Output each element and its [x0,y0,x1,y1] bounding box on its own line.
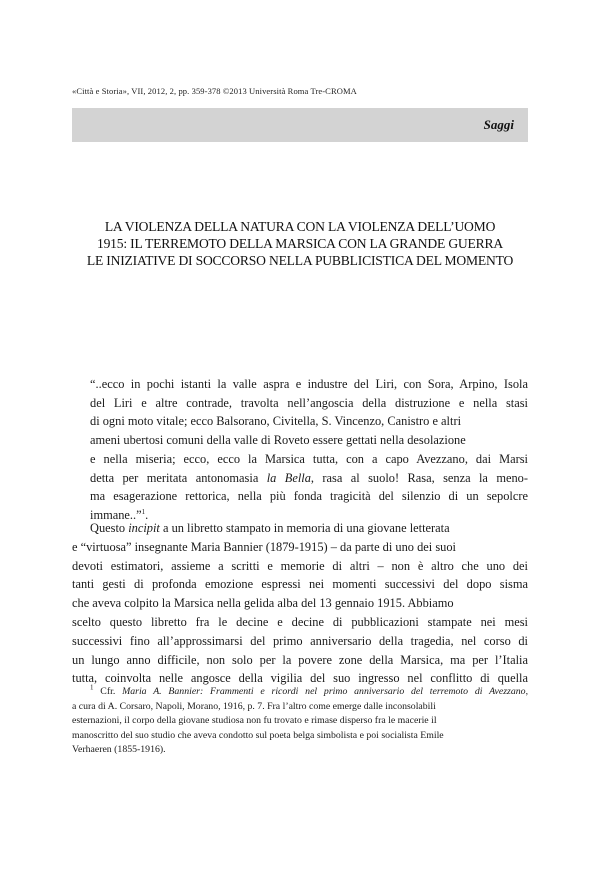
body-line-5: che aveva colpito la Marsica nella gelida alba del 13 gennaio 1915. Abbiamo [72,596,454,611]
footnote-line-1-end: , [525,686,529,697]
quote-line-8: immane..”$^1$. [90,507,149,522]
footnote-italic-title: Maria A. Bannier: Frammenti e ricordi nel primo anniversario del terremoto di Avezzano [122,686,526,697]
footnote-line-1-start: Cfr. [93,686,123,697]
quote-italic-la-bella: la Bella [266,470,311,485]
footnote-line-5: Verhaeren (1855-1916). [72,744,166,756]
body-line-6: scelto questo libretto fra le decine e decine di pubblicazioni stampate nei mesi [72,614,528,629]
body-italic-incipit: incipit [128,521,160,535]
footnote-line-1 [72,685,528,700]
footnote-line-4: manoscritto del suo studio che aveva condotto sul poeta belga simbolista e poi socialista Emile [72,729,444,741]
body-line-3: devoti estimatori, assieme a scritti e memorie di altri – non è altro che uno dei [72,558,528,573]
quote-line-6 [90,469,528,488]
footnote-line-2: a cura di A. Corsaro, Napoli, Morano, 1916, p. 7. Fra l’altro come emerge dalle inconsolabili [72,700,436,712]
body-line-9: tutta, coinvolta nelle angosce della vigilia del suo ingresso nel conflitto di quella [72,671,528,686]
body-line-1-end: a un libretto stampato in memoria di una giovane letterata [159,521,450,535]
body-line-7: successivi fino all’approssimarsi del primo anniversario della tragedia, nel corso di [72,633,528,648]
quote-line-7: ma esagerazione rettorica, nella più fonda tragicità del silenzio di un sepolcre [90,489,528,504]
quote-line-8-text: immane..” [90,507,142,522]
title-line-1: LA VIOLENZA DELLA NATURA CON LA VIOLENZA DELL’UOMO [104,219,496,234]
quote-line-6-end: , rasa al suolo! Rasa, senza la meno- [310,470,528,485]
quote-line-3: di ogni moto vitale; ecco Balsorano, Civitella, S. Vincenzo, Canistro e altri [90,414,462,429]
body-paragraph [72,519,528,688]
footnote-number: 1 [90,683,94,692]
title-line-3: LE INIZIATIVE DI SOCCORSO NELLA PUBBLICISTICA DEL MOMENTO [86,253,514,268]
title-line-2: 1915: IL TERREMOTO DELLA MARSICA CON LA GRANDE GUERRA [96,236,504,251]
footnote-line-3: esternazioni, il corpo della giovane studiosa non fu trovato e rimase disperso fra le macerie il [72,715,437,727]
quote-line-5: e nella miseria; ecco, ecco la Marsica tutta, con a capo Avezzano, dai Marsi [90,451,528,466]
body-line-1 [72,519,528,538]
body-line-8: un lungo anno difficile, non solo per la povere zone della Marsica, ma per l’Italia [72,652,528,667]
body-line-1-start: Questo [90,521,129,535]
section-band [72,108,528,142]
body-line-2: e “virtuosa” insegnante Maria Bannier (1879-1915) – da parte di uno dei suoi [72,539,456,554]
opening-quote [90,375,528,525]
quote-line-4: ameni ubertosi comuni della valle di Roveto essere gettati nella desolazione [90,433,466,448]
article-title [72,218,528,269]
footnotes [72,685,528,758]
footnote-ref-1[interactable]: 1 [141,507,146,516]
quote-line-2: del Liri e altre contrade, travolta nell’angoscia della distruzione e nella stasi [90,395,528,410]
quote-line-1: “..ecco in pochi istanti la valle aspra e industre del Liri, con Sora, Arpino, Isola [90,377,528,391]
journal-reference: «Città e Storia», VII, 2012, 2, pp. 359-378 ©2013 Università Roma Tre-CROMA [72,86,357,96]
quote-line-6-start: detta per meritata antonomasia [90,470,267,485]
section-label: Saggi [483,117,514,132]
body-line-4: tanti gesti di profonda emozione espressi nei momenti successivi del dopo sisma [72,577,528,592]
